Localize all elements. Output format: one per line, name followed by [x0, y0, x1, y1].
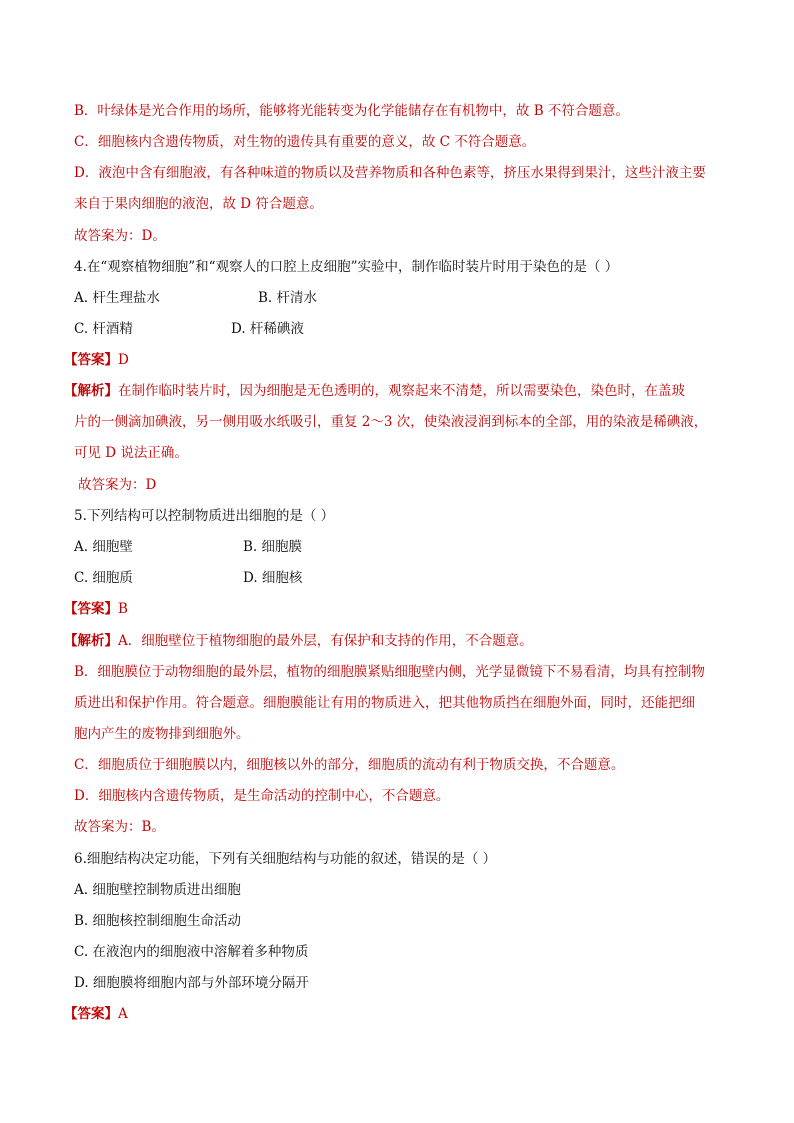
- question-5-analysis-b-line1: B．细胞膜位于动物细胞的最外层，植物的细胞膜紧贴细胞壁内侧，光学显微镜下不易看清，均具有控制物: [74, 664, 705, 680]
- question-5-analysis-b-line3: 胞内产生的废物排到细胞外。: [74, 726, 250, 742]
- question-5-analysis-a: [64, 631, 533, 651]
- question-5-analysis-d: D．细胞核内含遗传物质，是生命活动的控制中心，不合题意。: [74, 788, 450, 804]
- question-5-stem: 5.下列结构可以控制物质进出细胞的是（ ）: [74, 508, 335, 524]
- question-5-option-b: B. 细胞膜: [243, 539, 303, 555]
- question-4-option-c: C. 杆酒精: [74, 321, 133, 337]
- question-5-option-c: C. 细胞质: [74, 570, 133, 586]
- prev-option-d-explanation-line1: D．液泡中含有细胞液，有各种味道的物质以及营养物质和各种色素等，挤压水果得到果汁，这些汁液主要: [74, 165, 706, 181]
- prev-option-b-explanation: B．叶绿体是光合作用的场所，能够将光能转变为化学能储存在有机物中，故 B 不符合题意。: [74, 103, 629, 119]
- question-6-option-b: B. 细胞核控制细胞生命活动: [74, 913, 242, 929]
- question-4-analysis-line3: 可见 D 说法正确。: [74, 445, 188, 461]
- analysis-tag: 【解析】: [64, 383, 118, 399]
- question-4-analysis-line2: 片的一侧滴加碘液，另一侧用吸水纸吸引，重复 2～3 次，使染液浸润到标本的全部，用的染液是稀碘液，: [74, 414, 708, 430]
- question-4-answer: [64, 350, 129, 370]
- question-4-option-d: D. 杆稀碘液: [231, 321, 304, 337]
- question-6-option-a: A. 细胞壁控制物质进出细胞: [74, 882, 241, 898]
- prev-final-answer: 故答案为：D。: [74, 228, 166, 244]
- question-4-analysis-line1: [64, 381, 685, 401]
- question-6-stem: 6.细胞结构决定功能，下列有关细胞结构与功能的叙述，错误的是（ ）: [74, 851, 497, 867]
- question-5-analysis-c: C．细胞质位于细胞膜以内，细胞核以外的部分，细胞质的流动有利于物质交换，不合题意。: [74, 757, 625, 773]
- question-4-stem: 4.在“观察植物细胞”和“观察人的口腔上皮细胞”实验中，制作临时装片时用于染色的是（ ）: [74, 259, 619, 275]
- question-5-final-answer: 故答案为：B。: [74, 819, 165, 835]
- question-6-answer: [64, 1004, 128, 1024]
- analysis-tag: 【解析】: [64, 633, 118, 649]
- question-4-option-a: A. 杆生理盐水: [74, 290, 160, 306]
- analysis-text: 在制作临时装片时，因为细胞是无色透明的，观察起来不清楚，所以需要染色，染色时，在盖玻: [118, 383, 685, 399]
- question-5-answer: [64, 599, 128, 619]
- question-6-option-d: D. 细胞膜将细胞内部与外部环境分隔开: [74, 975, 309, 991]
- question-5-option-d: D. 细胞核: [243, 570, 303, 586]
- question-4-final-answer: 故答案为：D: [78, 477, 157, 493]
- answer-value: B: [118, 601, 128, 617]
- answer-value: A: [118, 1006, 128, 1022]
- prev-option-c-explanation: C．细胞核内含遗传物质，对生物的遗传具有重要的意义，故 C 不符合题意。: [74, 134, 536, 150]
- answer-tag: 【答案】: [64, 352, 118, 368]
- question-6-option-c: C. 在液泡内的细胞液中溶解着多种物质: [74, 944, 309, 960]
- question-5-analysis-b-line2: 质进出和保护作用。符合题意。细胞膜能让有用的物质进入，把其他物质挡在细胞外面，同时，还能把细: [74, 695, 695, 711]
- question-5-option-a: A. 细胞壁: [74, 539, 133, 555]
- analysis-text: A．细胞壁位于植物细胞的最外层，有保护和支持的作用，不合题意。: [118, 633, 533, 649]
- question-4-option-b: B. 杆清水: [258, 290, 318, 306]
- answer-tag: 【答案】: [64, 601, 118, 617]
- answer-value: D: [118, 352, 129, 368]
- answer-tag: 【答案】: [64, 1006, 118, 1022]
- prev-option-d-explanation-line2: 来自于果肉细胞的液泡，故 D 符合题意。: [74, 196, 323, 212]
